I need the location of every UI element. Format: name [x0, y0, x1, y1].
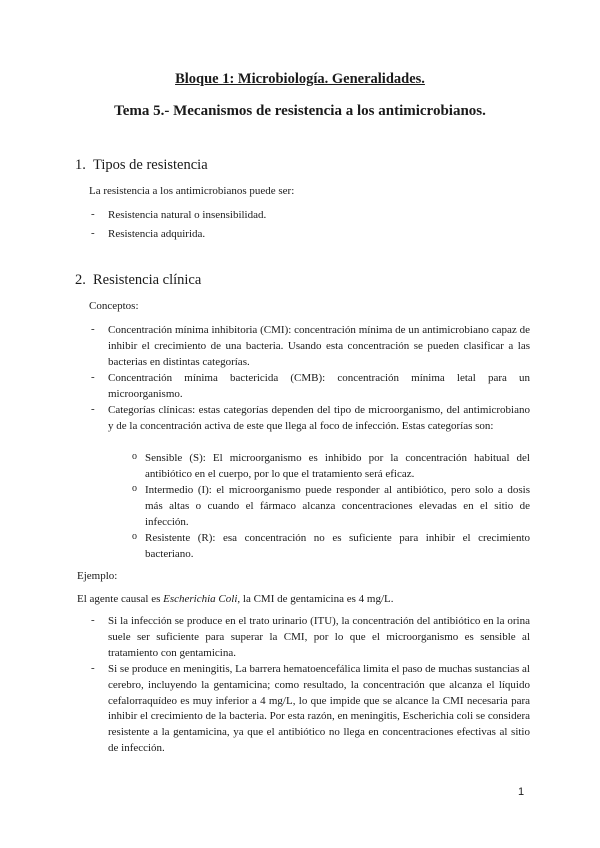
sublist-bullet: o: [132, 483, 137, 494]
list-item-cmi: Concentración mínima inhibitoria (CMI): concentración mínima de un antimicrobiano capaz de inhibir el crecimiento de una bacteria. Usando esta concentración se pueden clasificar a las bacterias en distintas categorías.: [108, 324, 530, 368]
section-1-heading: [75, 157, 208, 174]
example-sentence: [77, 592, 529, 608]
list-item: Resistencia natural o insensibilidad.: [108, 209, 267, 221]
list-item-categorias: Categorías clínicas: estas categorías dependen del tipo de microorganismo, del antimicrobiano y de la concentración activa de este que llega al foco de infección. Estas categorías son:: [108, 404, 530, 432]
section-2-title: Resistencia clínica: [93, 272, 202, 288]
sublist-item-sensible: Sensible (S): El microorganismo es inhibido por la concentración habitual del antibiótico en el cuerpo, por lo que el tratamiento será eficaz.: [145, 452, 530, 480]
section-1-intro: La resistencia a los antimicrobianos puede ser:: [89, 185, 295, 197]
list-bullet: -: [91, 403, 95, 415]
list-item: Resistencia adquirida.: [108, 228, 206, 240]
sublist-item-intermedio: Intermedio (I): el microorganismo puede responder al antibiótico, pero solo a dosis más altas o cuando el fármaco alcanza concentraciones elevadas en el sitio de infección.: [145, 484, 530, 528]
section-2-number: 2.: [75, 272, 86, 288]
list-bullet: -: [91, 371, 95, 383]
example-item-meningitis: Si se produce en meningitis, La barrera hematoencefálica limita el paso de muchas sustancias al cerebro, incluyendo la gentamicina; como resultado, la concentración que alcanza el líquido cefalorraquídeo es muy inferior a 4 mg/L, lo que impide que se alcance la CMI necesaria para inhibir el crecimiento de la bacteria. Por esta razón, en meningitis, Escherichia coli se considera resistente a la gentamicina, ya que el antibiótico no llega en concentraciones efectivas al sitio de infección.: [108, 663, 530, 754]
section-2-intro: Conceptos:: [89, 300, 139, 312]
list-bullet: -: [91, 227, 95, 239]
page-number: 1: [518, 786, 525, 798]
sublist-item-resistente: Resistente (R): esa concentración no es suficiente para inhibir el crecimiento bacteriano.: [145, 532, 530, 560]
list-bullet: -: [91, 662, 95, 674]
block-heading: Bloque 1: Microbiología. Generalidades.: [175, 71, 425, 87]
sublist-bullet: o: [132, 531, 137, 542]
example-text-pre: El agente causal es: [77, 593, 164, 605]
example-item-itu: Si la infección se produce en el trato urinario (ITU), la concentración del antibiótico en la orina suele ser suficiente para superar la CMI, por lo que el microorganismo es sensible al tratamiento con gentamicina.: [108, 615, 530, 659]
example-organism: Escherichia Coli: [163, 593, 238, 605]
section-2-heading: [75, 272, 201, 289]
section-1-number: 1.: [75, 157, 86, 173]
example-label: Ejemplo:: [77, 570, 118, 582]
topic-heading: Tema 5.- Mecanismos de resistencia a los antimicrobianos.: [114, 103, 486, 119]
sublist-bullet: o: [132, 451, 137, 462]
list-bullet: -: [91, 323, 95, 335]
section-1-title: Tipos de resistencia: [93, 157, 208, 173]
example-text-post: , la CMI de gentamicina es 4 mg/L.: [237, 593, 394, 605]
list-bullet: -: [91, 614, 95, 626]
list-item-cmb: Concentración mínima bactericida (CMB): concentración mínima letal para un microorganismo.: [108, 372, 530, 400]
list-bullet: -: [91, 208, 95, 220]
